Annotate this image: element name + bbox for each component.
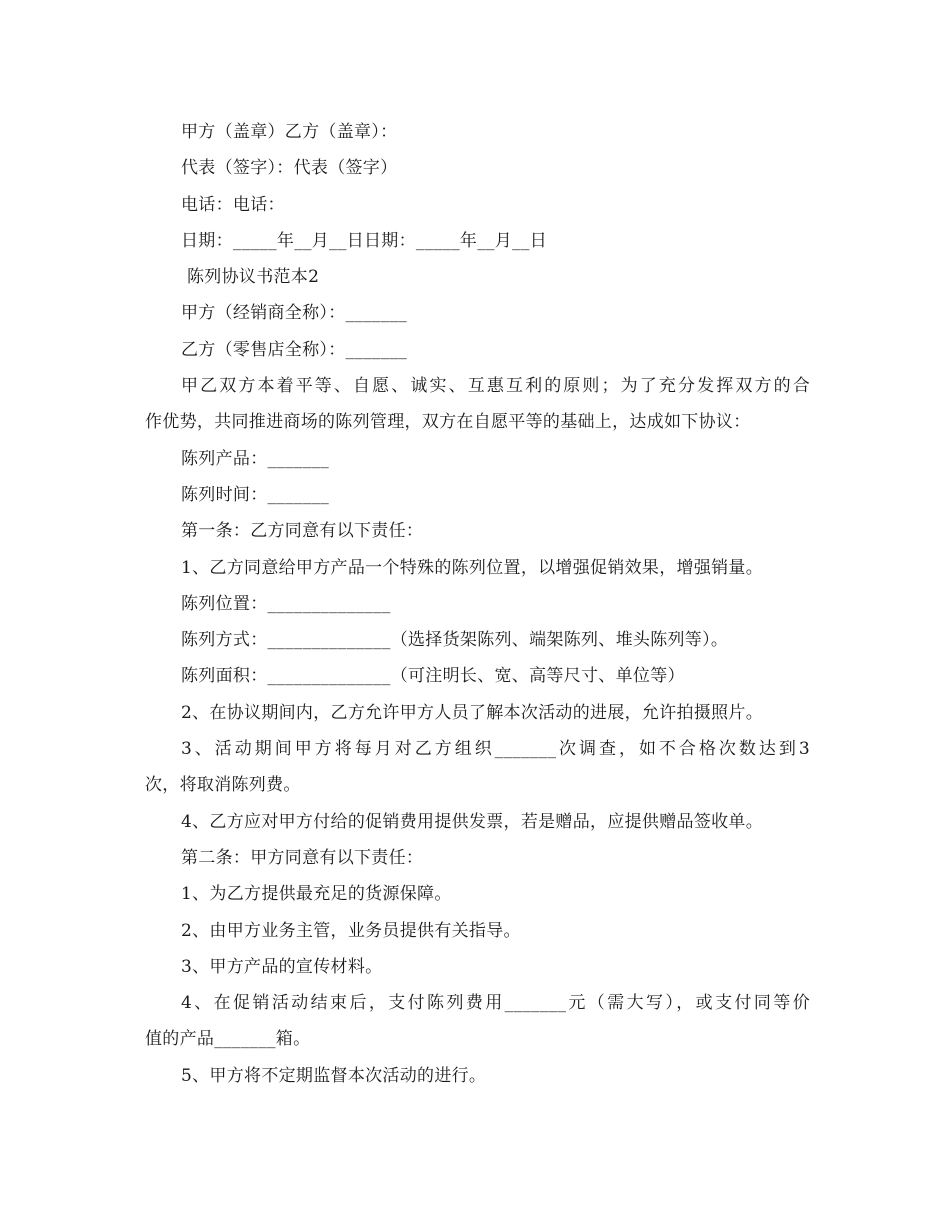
article-2-item-5: 5、甲方将不定期监督本次活动的进行。 [181,1065,487,1086]
display-method-line: 陈列方式：______________（选择货架陈列、端架陈列、堆头陈列等）。 [181,630,729,651]
article-2-item-2: 2、由甲方业务主管，业务员提供有关指导。 [181,920,521,941]
document-body [145,114,810,1094]
signature-date-line: 日期：_____年__月__日日期：_____年__月__日 [181,230,547,251]
article-1-item-3-line-1: 3、活动期间甲方将每月对乙方组织_______次调查，如不合格次数达到3 [181,739,810,760]
display-product-line: 陈列产品：_______ [181,448,330,469]
article-1-heading: 第一条：乙方同意有以下责任： [181,521,424,542]
party-a-line: 甲方（经销商全称）：_______ [181,303,408,324]
section-title: 陈列协议书范本2 [187,267,320,288]
preamble-line-2: 作优势，共同推进商场的陈列管理，双方在自愿平等的基础上，达成如下协议： [145,412,751,433]
article-1-item-2: 2、在协议期间内，乙方允许甲方人员了解本次活动的进展，允许拍摄照片。 [181,702,764,723]
article-1-item-1: 1、乙方同意给甲方产品一个特殊的陈列位置，以增强促销效果，增强销量。 [181,557,764,578]
signature-seal-line: 甲方（盖章）乙方（盖章）： [181,122,398,142]
article-2-item-4-line-2: 值的产品_______箱。 [145,1029,311,1050]
display-time-line: 陈列时间：_______ [181,484,330,505]
article-1-item-3-line-2: 次，将取消陈列费。 [145,775,301,796]
article-2-item-1: 1、为乙方提供最充足的货源保障。 [181,884,452,905]
party-b-line: 乙方（零售店全称）：_______ [181,339,408,360]
signature-representative-line: 代表（签字）：代表（签字） [181,158,398,179]
display-area-line: 陈列面积：______________（可注明长、宽、高等尺寸、单位等） [181,666,685,687]
article-1-item-4: 4、乙方应对甲方付给的促销费用提供发票，若是赠品，应提供赠品签收单。 [181,811,764,832]
signature-phone-line: 电话：电话： [181,194,285,215]
display-position-line: 陈列位置：______________ [181,593,391,614]
article-2-item-3: 3、甲方产品的宣传材料。 [181,956,383,977]
article-2-item-4-line-1: 4、在促销活动结束后，支付陈列费用_______元（需大写），或支付同等价 [181,993,810,1014]
preamble-line-1: 甲乙双方本着平等、自愿、诚实、互惠互利的原则；为了充分发挥双方的合 [181,376,810,397]
article-2-heading: 第二条：甲方同意有以下责任： [181,847,424,868]
